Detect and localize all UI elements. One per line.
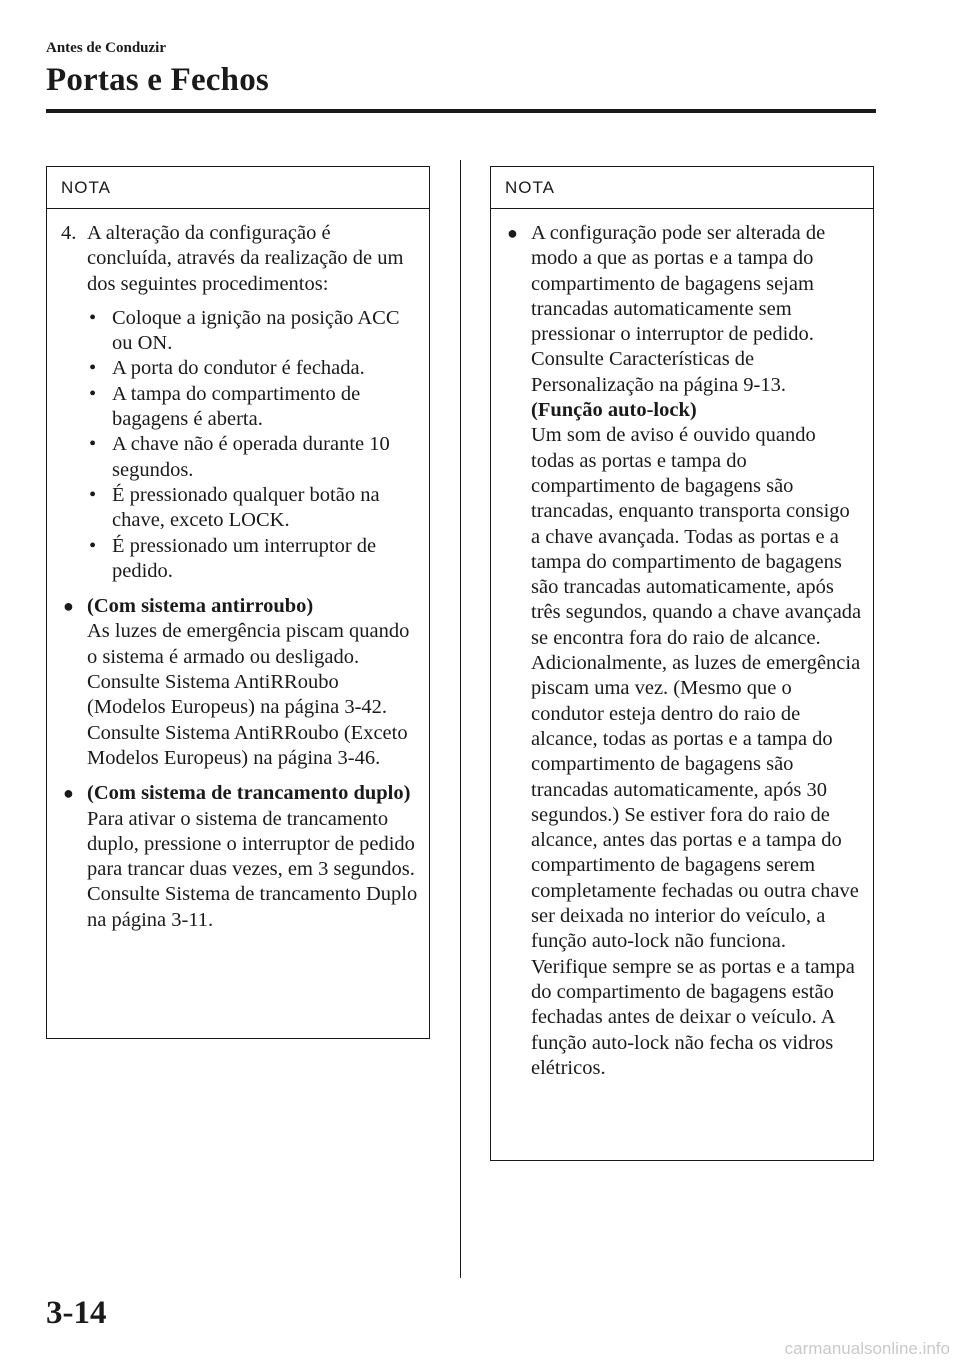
watermark: carmanualsonline.info [784,1339,950,1358]
title-rule [46,109,876,113]
procedure-text: É pressionado um interruptor de pedido. [112,534,377,582]
anti-theft-note [61,594,419,771]
bullet-dot-icon: • [89,306,97,329]
procedure-item [61,356,419,381]
double-lock-title: (Com sistema de trancamento duplo) [87,782,411,805]
bullet-dot-icon: ● [63,596,74,617]
page-number: 3-14 [46,1295,107,1331]
bullet-dot-icon: • [89,357,97,380]
bullet-dot-icon: • [89,382,97,405]
procedure-text: A chave não é operada durante 10 segundos. [112,433,390,481]
procedure-item [61,432,419,483]
procedure-list [61,306,419,584]
personalization-reference: Consulte Características de Personalização na página 9-13. [531,348,787,396]
bullet-dot-icon: • [89,433,97,456]
bullet-dot-icon: ● [507,223,518,243]
bullet-dot-icon: • [89,483,97,506]
double-lock-reference: Consulte Sistema de trancamento Duplo na página 3-11. [87,883,418,931]
double-lock-note [61,781,419,933]
anti-theft-reference: Consulte Sistema AntiRRoubo (Exceto Modelos Europeus) na página 3-46. [87,721,408,769]
page-title: Portas e Fechos [46,62,269,98]
auto-lock-note [505,221,863,1081]
left-note-box [46,166,430,1039]
step-number: 4. [61,222,77,244]
auto-lock-subtitle: (Função auto-lock) [531,399,697,422]
right-note-box [490,166,874,1161]
procedure-item [61,382,419,433]
double-lock-line: Para ativar o sistema de trancamento duplo, pressione o interruptor de pedido para trancar duas vezes, em 3 segundos. [87,807,415,881]
anti-theft-title: (Com sistema antirroubo) [87,595,314,618]
section-label: Antes de Conduzir [46,40,167,56]
right-note-header: NOTA [491,167,873,209]
anti-theft-reference: Consulte Sistema AntiRRoubo (Modelos Europeus) na página 3-42. [87,671,388,719]
procedure-text: A tampa do compartimento de bagagens é aberta. [112,382,361,431]
procedure-text: A porta do condutor é fechada. [112,357,365,380]
column-divider [460,160,461,1278]
bullet-dot-icon: • [89,534,97,557]
auto-lock-intro: A configuração pode ser alterada de modo a que as portas e a tampa do compartimento de bagagens sejam trancadas automaticamente sem pressionar o interruptor de pedido. [531,222,826,346]
procedure-item [61,306,419,357]
anti-theft-line: As luzes de emergência piscam quando o sistema é armado ou desligado. [87,620,410,668]
procedure-item [61,534,419,585]
left-note-body [47,209,429,933]
procedure-item [61,483,419,534]
bullet-dot-icon: ● [63,783,74,804]
left-note-header: NOTA [47,167,429,209]
procedure-text: Coloque a ignição na posição ACC ou ON. [112,306,400,355]
auto-lock-body: Um som de aviso é ouvido quando todas as portas e tampa do compartimento de bagagens são trancadas, enquanto transporta consigo a chave avançada. Todas as portas e a tampa do compartimento de bagagens são trancadas automaticamente, após três segundos, quando a chave avançada se encontra fora do raio de alcance. Adicionalmente, as luzes de emergência piscam uma vez. (Mesmo que o condutor esteja dentro do raio de alcance, todas as portas e a tampa do compartimento de bagagens são trancadas automaticamente, após 30 segundos.) Se estiver fora do raio de alcance, antes das portas e a tampa do compartimento de bagagens serem completamente fechadas ou outra chave ser deixada no interior do veículo, a função auto-lock não funciona. Verifique sempre se as portas e a tampa do compartimento de bagagens estão fechadas antes de deixar o veículo. A função auto-lock não fecha os vidros elétricos. [531,424,862,1079]
right-note-body [491,209,873,1081]
step-text: A alteração da configuração é concluída, através da realização de um dos seguintes procedimentos: [87,222,404,295]
procedure-text: É pressionado qualquer botão na chave, exceto LOCK. [112,483,380,532]
step-item [61,221,419,297]
